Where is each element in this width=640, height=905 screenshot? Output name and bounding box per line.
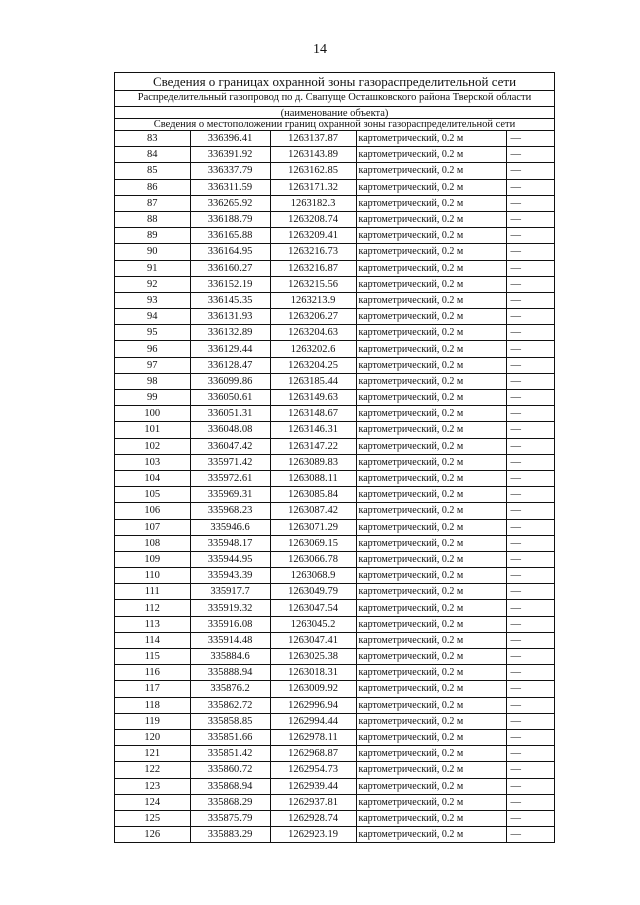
y-coordinate: 1262937.81 [270,794,356,810]
method-accuracy: картометрический, 0.2 м [356,163,506,179]
point-number: 126 [115,827,190,843]
method-accuracy: картометрический, 0.2 м [356,406,506,422]
y-coordinate: 1263206.27 [270,309,356,325]
y-coordinate: 1263146.31 [270,422,356,438]
table-row [115,470,554,486]
y-coordinate: 1263045.2 [270,616,356,632]
method-accuracy: картометрический, 0.2 м [356,713,506,729]
point-number: 84 [115,147,190,163]
x-coordinate: 335851.42 [190,746,270,762]
y-coordinate: 1263089.83 [270,454,356,470]
description-dash: — [506,762,554,778]
y-coordinate: 1263068.9 [270,568,356,584]
point-number: 100 [115,406,190,422]
table-row [115,810,554,826]
y-coordinate: 1263085.84 [270,487,356,503]
x-coordinate: 336160.27 [190,260,270,276]
description-dash: — [506,131,554,147]
x-coordinate: 335875.79 [190,810,270,826]
table-row [115,713,554,729]
y-coordinate: 1263047.41 [270,632,356,648]
method-accuracy: картометрический, 0.2 м [356,568,506,584]
x-coordinate: 336396.41 [190,131,270,147]
method-accuracy: картометрический, 0.2 м [356,470,506,486]
table-row [115,535,554,551]
description-dash: — [506,487,554,503]
x-coordinate: 335971.42 [190,454,270,470]
y-coordinate: 1262939.44 [270,778,356,794]
point-number: 110 [115,568,190,584]
description-dash: — [506,390,554,406]
point-number: 94 [115,309,190,325]
x-coordinate: 336265.92 [190,195,270,211]
method-accuracy: картометрический, 0.2 м [356,729,506,745]
x-coordinate: 335919.32 [190,600,270,616]
table-row [115,147,554,163]
x-coordinate: 336311.59 [190,179,270,195]
table-row [115,568,554,584]
y-coordinate: 1263213.9 [270,292,356,308]
table-row [115,163,554,179]
method-accuracy: картометрический, 0.2 м [356,341,506,357]
y-coordinate: 1263009.92 [270,681,356,697]
y-coordinate: 1263025.38 [270,649,356,665]
method-accuracy: картометрический, 0.2 м [356,454,506,470]
point-number: 117 [115,681,190,697]
x-coordinate: 335860.72 [190,762,270,778]
method-accuracy: картометрический, 0.2 м [356,179,506,195]
point-number: 118 [115,697,190,713]
y-coordinate: 1263071.29 [270,519,356,535]
method-accuracy: картометрический, 0.2 м [356,681,506,697]
point-number: 123 [115,778,190,794]
y-coordinate: 1262968.87 [270,746,356,762]
description-dash: — [506,616,554,632]
point-number: 115 [115,649,190,665]
method-accuracy: картометрический, 0.2 м [356,551,506,567]
point-number: 102 [115,438,190,454]
description-dash: — [506,827,554,843]
description-dash: — [506,665,554,681]
description-dash: — [506,746,554,762]
method-accuracy: картометрический, 0.2 м [356,131,506,147]
method-accuracy: картометрический, 0.2 м [356,649,506,665]
y-coordinate: 1263162.85 [270,163,356,179]
point-number: 96 [115,341,190,357]
y-coordinate: 1262978.11 [270,729,356,745]
x-coordinate: 336131.93 [190,309,270,325]
x-coordinate: 336129.44 [190,341,270,357]
method-accuracy: картометрический, 0.2 м [356,325,506,341]
y-coordinate: 1262954.73 [270,762,356,778]
x-coordinate: 335969.31 [190,487,270,503]
object-caption: (наименование объекта) [115,107,554,119]
method-accuracy: картометрический, 0.2 м [356,438,506,454]
y-coordinate: 1263088.11 [270,470,356,486]
description-dash: — [506,373,554,389]
point-number: 90 [115,244,190,260]
x-coordinate: 336048.08 [190,422,270,438]
y-coordinate: 1263209.41 [270,228,356,244]
table-row [115,309,554,325]
description-dash: — [506,276,554,292]
method-accuracy: картометрический, 0.2 м [356,228,506,244]
x-coordinate: 336099.86 [190,373,270,389]
y-coordinate: 1263202.6 [270,341,356,357]
y-coordinate: 1263148.67 [270,406,356,422]
y-coordinate: 1263171.32 [270,179,356,195]
table-row [115,211,554,227]
method-accuracy: картометрический, 0.2 м [356,244,506,260]
y-coordinate: 1262994.44 [270,713,356,729]
page-number: 14 [313,42,327,57]
point-number: 111 [115,584,190,600]
x-coordinate: 335916.08 [190,616,270,632]
description-dash: — [506,244,554,260]
point-number: 86 [115,179,190,195]
description-dash: — [506,632,554,648]
point-number: 104 [115,470,190,486]
description-dash: — [506,357,554,373]
method-accuracy: картометрический, 0.2 м [356,746,506,762]
point-number: 106 [115,503,190,519]
point-number: 89 [115,228,190,244]
description-dash: — [506,729,554,745]
table-row [115,794,554,810]
method-accuracy: картометрический, 0.2 м [356,827,506,843]
point-number: 92 [115,276,190,292]
point-number: 101 [115,422,190,438]
x-coordinate: 336165.88 [190,228,270,244]
table-row [115,292,554,308]
point-number: 97 [115,357,190,373]
x-coordinate: 336391.92 [190,147,270,163]
table-row [115,600,554,616]
x-coordinate: 335917.7 [190,584,270,600]
y-coordinate: 1263049.79 [270,584,356,600]
y-coordinate: 1263137.87 [270,131,356,147]
method-accuracy: картометрический, 0.2 м [356,519,506,535]
description-dash: — [506,794,554,810]
table-row [115,373,554,389]
table-row [115,519,554,535]
x-coordinate: 335948.17 [190,535,270,551]
x-coordinate: 335968.23 [190,503,270,519]
table-row [115,616,554,632]
description-dash: — [506,195,554,211]
point-number: 112 [115,600,190,616]
method-accuracy: картометрический, 0.2 м [356,211,506,227]
description-dash: — [506,179,554,195]
description-dash: — [506,503,554,519]
y-coordinate: 1263047.54 [270,600,356,616]
table-row [115,551,554,567]
table-row [115,697,554,713]
table-row [115,325,554,341]
method-accuracy: картометрический, 0.2 м [356,390,506,406]
description-dash: — [506,163,554,179]
table-row [115,584,554,600]
point-number: 85 [115,163,190,179]
method-accuracy: картометрический, 0.2 м [356,535,506,551]
point-number: 121 [115,746,190,762]
description-dash: — [506,406,554,422]
description-dash: — [506,713,554,729]
method-accuracy: картометрический, 0.2 м [356,616,506,632]
point-number: 91 [115,260,190,276]
y-coordinate: 1263208.74 [270,211,356,227]
table-row [115,454,554,470]
y-coordinate: 1263069.15 [270,535,356,551]
table-row [115,422,554,438]
y-coordinate: 1263147.22 [270,438,356,454]
method-accuracy: картометрический, 0.2 м [356,794,506,810]
description-dash: — [506,309,554,325]
x-coordinate: 336152.19 [190,276,270,292]
point-number: 103 [115,454,190,470]
description-dash: — [506,211,554,227]
point-number: 99 [115,390,190,406]
description-dash: — [506,810,554,826]
description-dash: — [506,470,554,486]
point-number: 88 [115,211,190,227]
x-coordinate: 335972.61 [190,470,270,486]
method-accuracy: картометрический, 0.2 м [356,309,506,325]
description-dash: — [506,600,554,616]
y-coordinate: 1263066.78 [270,551,356,567]
method-accuracy: картометрический, 0.2 м [356,762,506,778]
x-coordinate: 336051.31 [190,406,270,422]
table-row [115,438,554,454]
boundary-document [114,72,555,843]
table-row [115,276,554,292]
table-row [115,681,554,697]
table-row [115,649,554,665]
x-coordinate: 336188.79 [190,211,270,227]
method-accuracy: картометрический, 0.2 м [356,147,506,163]
table-row [115,487,554,503]
table-row [115,131,554,147]
method-accuracy: картометрический, 0.2 м [356,276,506,292]
y-coordinate: 1263185.44 [270,373,356,389]
table-row [115,762,554,778]
method-accuracy: картометрический, 0.2 м [356,697,506,713]
x-coordinate: 336132.89 [190,325,270,341]
table-row [115,260,554,276]
point-number: 119 [115,713,190,729]
method-accuracy: картометрический, 0.2 м [356,260,506,276]
description-dash: — [506,568,554,584]
y-coordinate: 1263087.42 [270,503,356,519]
method-accuracy: картометрический, 0.2 м [356,665,506,681]
method-accuracy: картометрический, 0.2 м [356,357,506,373]
description-dash: — [506,778,554,794]
x-coordinate: 335851.66 [190,729,270,745]
point-number: 113 [115,616,190,632]
point-number: 107 [115,519,190,535]
table-row [115,729,554,745]
x-coordinate: 335943.39 [190,568,270,584]
table-row [115,357,554,373]
description-dash: — [506,341,554,357]
point-number: 109 [115,551,190,567]
table-row [115,665,554,681]
y-coordinate: 1263143.89 [270,147,356,163]
x-coordinate: 335914.48 [190,632,270,648]
point-number: 87 [115,195,190,211]
method-accuracy: картометрический, 0.2 м [356,778,506,794]
table-row [115,406,554,422]
description-dash: — [506,519,554,535]
table-row [115,228,554,244]
method-accuracy: картометрический, 0.2 м [356,810,506,826]
x-coordinate: 335868.29 [190,794,270,810]
description-dash: — [506,438,554,454]
point-number: 120 [115,729,190,745]
y-coordinate: 1263204.63 [270,325,356,341]
x-coordinate: 336047.42 [190,438,270,454]
x-coordinate: 336050.61 [190,390,270,406]
y-coordinate: 1263215.56 [270,276,356,292]
table-row [115,778,554,794]
point-number: 122 [115,762,190,778]
point-number: 105 [115,487,190,503]
y-coordinate: 1263149.63 [270,390,356,406]
y-coordinate: 1263204.25 [270,357,356,373]
point-number: 83 [115,131,190,147]
y-coordinate: 1262923.19 [270,827,356,843]
section-title: Сведения о местоположении границ охранной зоны газораспределительной сети [153,119,516,130]
x-coordinate: 336337.79 [190,163,270,179]
table-row [115,390,554,406]
table-row [115,827,554,843]
x-coordinate: 336164.95 [190,244,270,260]
document-title: Сведения о границах охранной зоны газораспределительной сети [115,73,554,91]
description-dash: — [506,228,554,244]
object-name: Распределительный газопровод по д. Свапуще Осташковского района Тверской области [115,91,554,107]
point-number: 124 [115,794,190,810]
x-coordinate: 336145.35 [190,292,270,308]
x-coordinate: 336128.47 [190,357,270,373]
description-dash: — [506,681,554,697]
table-row [115,244,554,260]
x-coordinate: 335883.29 [190,827,270,843]
point-number: 125 [115,810,190,826]
description-dash: — [506,260,554,276]
method-accuracy: картометрический, 0.2 м [356,373,506,389]
table-row [115,746,554,762]
description-dash: — [506,147,554,163]
description-dash: — [506,551,554,567]
description-dash: — [506,325,554,341]
method-accuracy: картометрический, 0.2 м [356,600,506,616]
description-dash: — [506,422,554,438]
y-coordinate: 1263018.31 [270,665,356,681]
y-coordinate: 1263216.87 [270,260,356,276]
x-coordinate: 335876.2 [190,681,270,697]
y-coordinate: 1263182.3 [270,195,356,211]
x-coordinate: 335946.6 [190,519,270,535]
description-dash: — [506,292,554,308]
y-coordinate: 1262996.94 [270,697,356,713]
x-coordinate: 335862.72 [190,697,270,713]
coordinates-table [115,130,554,842]
description-dash: — [506,535,554,551]
x-coordinate: 335944.95 [190,551,270,567]
method-accuracy: картометрический, 0.2 м [356,584,506,600]
y-coordinate: 1263216.73 [270,244,356,260]
method-accuracy: картометрический, 0.2 м [356,503,506,519]
point-number: 108 [115,535,190,551]
description-dash: — [506,649,554,665]
point-number: 98 [115,373,190,389]
x-coordinate: 335858.85 [190,713,270,729]
x-coordinate: 335884.6 [190,649,270,665]
method-accuracy: картометрический, 0.2 м [356,487,506,503]
point-number: 114 [115,632,190,648]
table-row [115,503,554,519]
point-number: 93 [115,292,190,308]
table-row [115,179,554,195]
x-coordinate: 335868.94 [190,778,270,794]
method-accuracy: картометрический, 0.2 м [356,632,506,648]
table-row [115,632,554,648]
table-row [115,341,554,357]
method-accuracy: картометрический, 0.2 м [356,422,506,438]
point-number: 116 [115,665,190,681]
description-dash: — [506,697,554,713]
point-number: 95 [115,325,190,341]
y-coordinate: 1262928.74 [270,810,356,826]
table-row [115,195,554,211]
x-coordinate: 335888.94 [190,665,270,681]
description-dash: — [506,454,554,470]
method-accuracy: картометрический, 0.2 м [356,195,506,211]
description-dash: — [506,584,554,600]
method-accuracy: картометрический, 0.2 м [356,292,506,308]
